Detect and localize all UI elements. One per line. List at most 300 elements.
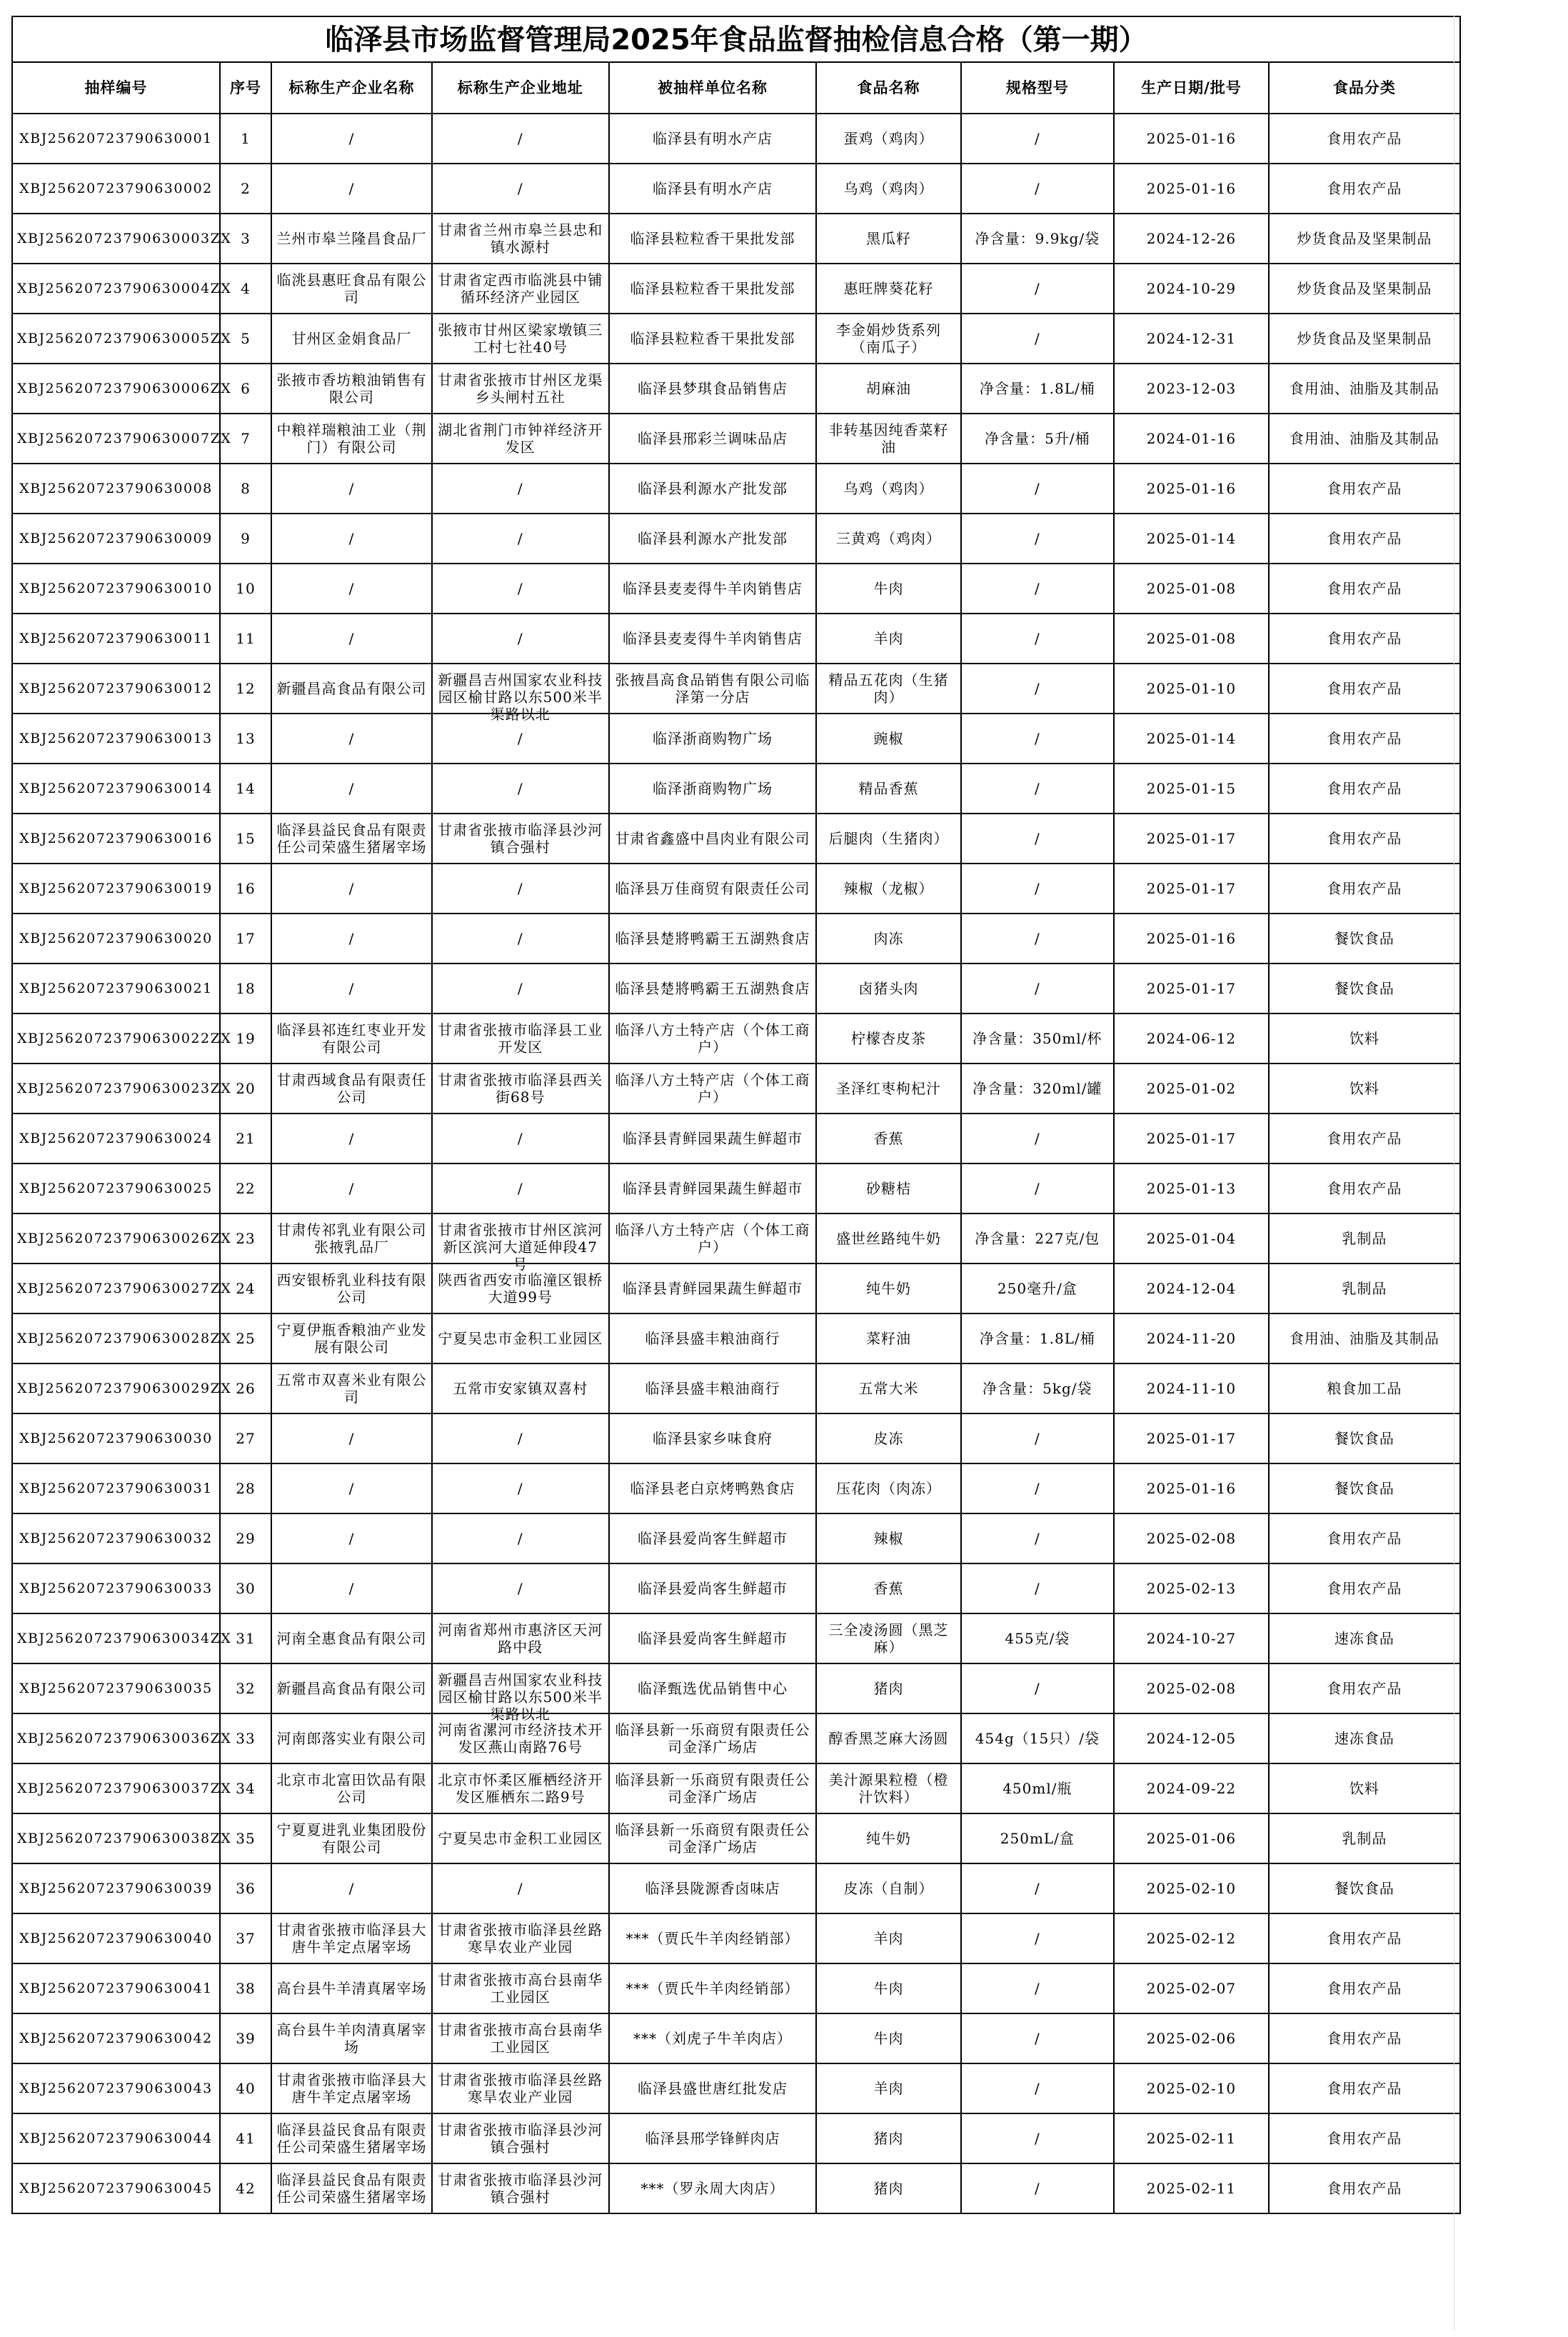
food-category-text: 食用农产品 bbox=[1327, 530, 1402, 547]
production-date-cell bbox=[1114, 2063, 1269, 2113]
production-date-cell bbox=[1114, 1014, 1269, 1064]
manufacturer-name-cell bbox=[271, 1064, 432, 1114]
serial-number-text: 19 bbox=[236, 1030, 256, 1047]
manufacturer-name-text: 临泽县益民食品有限责任公司荣盛生猪屠宰场 bbox=[276, 821, 427, 856]
food-category-text: 食用农产品 bbox=[1327, 1530, 1402, 1547]
food-name-cell bbox=[816, 1863, 960, 1913]
manufacturer-name-cell bbox=[271, 714, 432, 764]
manufacturer-address-text: 甘肃省张掖市高台县南华工业园区 bbox=[438, 2021, 603, 2056]
food-name-cell bbox=[816, 564, 960, 614]
sampled-unit-text: ***（罗永周大肉店） bbox=[640, 2180, 785, 2197]
sample-code-cell bbox=[12, 214, 232, 264]
food-name-text: 砂糖桔 bbox=[865, 1180, 911, 1197]
manufacturer-address-text: / bbox=[517, 630, 523, 647]
food-name-cell bbox=[816, 2063, 960, 2113]
sampled-unit-text: 临泽县梦琪食品销售店 bbox=[637, 380, 788, 397]
manufacturer-address-text: 甘肃省张掖市高台县南华工业园区 bbox=[438, 1971, 603, 2006]
table-row bbox=[12, 414, 1460, 464]
table-row bbox=[12, 914, 1460, 964]
specification-text: / bbox=[1034, 780, 1040, 797]
manufacturer-address-cell bbox=[432, 1114, 609, 1164]
manufacturer-address-text: 河南省漯河市经济技术开发区燕山南路76号 bbox=[438, 1721, 603, 1756]
specification-text: / bbox=[1034, 2180, 1040, 2197]
serial-number-cell bbox=[220, 1164, 271, 1213]
sample-code-cell bbox=[12, 564, 220, 614]
food-category-cell bbox=[1269, 914, 1460, 964]
sample-code-text: XBJ25620723790630021 bbox=[19, 981, 213, 996]
manufacturer-name-cell bbox=[271, 464, 432, 514]
food-name-cell bbox=[816, 1713, 960, 1763]
manufacturer-name-text: / bbox=[348, 1530, 355, 1547]
food-category-cell bbox=[1269, 614, 1460, 664]
food-category-text: 餐饮食品 bbox=[1334, 980, 1394, 997]
food-category-text: 食用农产品 bbox=[1327, 130, 1402, 147]
manufacturer-name-text: / bbox=[348, 880, 355, 897]
food-category-cell bbox=[1269, 1563, 1460, 1613]
sample-code-cell bbox=[12, 1313, 232, 1363]
manufacturer-address-text: 甘肃省兰州市皋兰县忠和镇水源村 bbox=[438, 221, 603, 256]
sample-code-text: XBJ25620723790630040 bbox=[19, 1931, 213, 1946]
manufacturer-name-cell bbox=[271, 1813, 432, 1863]
specification-text: / bbox=[1034, 1680, 1040, 1697]
serial-number-text: 20 bbox=[236, 1080, 256, 1097]
sample-code-cell bbox=[12, 1014, 232, 1064]
manufacturer-name-text: / bbox=[348, 980, 355, 997]
serial-number-text: 8 bbox=[241, 480, 251, 497]
manufacturer-name-cell bbox=[271, 2163, 432, 2213]
production-date-text: 2025-01-14 bbox=[1146, 530, 1237, 547]
specification-text: / bbox=[1034, 480, 1040, 497]
production-date-cell bbox=[1114, 514, 1269, 564]
inspection-table bbox=[11, 61, 1461, 2214]
production-date-text: 2024-12-31 bbox=[1146, 330, 1237, 347]
food-name-cell bbox=[816, 514, 960, 564]
production-date-text: 2025-01-10 bbox=[1146, 680, 1237, 697]
sampled-unit-cell bbox=[609, 414, 817, 464]
sampled-unit-text: 临泽县万佳商贸有限责任公司 bbox=[615, 880, 810, 897]
food-name-text: 非转基因纯香菜籽油 bbox=[828, 421, 949, 456]
manufacturer-name-text: 甘肃传祁乳业有限公司张掖乳品厂 bbox=[276, 1221, 427, 1256]
food-category-text: 食用农产品 bbox=[1327, 1930, 1402, 1947]
sample-code-text: XBJ25620723790630039 bbox=[19, 1881, 213, 1896]
manufacturer-name-text: 高台县牛羊肉清真屠宰场 bbox=[276, 2021, 427, 2056]
manufacturer-address-cell bbox=[432, 264, 609, 314]
serial-number-cell bbox=[220, 564, 271, 614]
sample-code-cell bbox=[12, 914, 220, 964]
sampled-unit-text: 临泽县麦麦得牛羊肉销售店 bbox=[622, 580, 803, 597]
sampled-unit-text: 临泽甄选优品销售中心 bbox=[637, 1680, 788, 1697]
manufacturer-address-text: 甘肃省张掖市临泽县西关街68号 bbox=[438, 1071, 603, 1106]
specification-cell bbox=[961, 1613, 1115, 1663]
production-date-cell bbox=[1114, 1363, 1269, 1413]
production-date-cell bbox=[1114, 564, 1269, 614]
sampled-unit-cell bbox=[609, 1263, 817, 1313]
sampled-unit-cell bbox=[609, 714, 817, 764]
column-header: 食品名称 bbox=[816, 62, 960, 114]
food-name-cell bbox=[816, 1513, 960, 1563]
food-category-cell bbox=[1269, 2113, 1460, 2163]
specification-cell bbox=[961, 314, 1115, 364]
sampled-unit-text: 临泽县陇源香卤味店 bbox=[645, 1880, 780, 1897]
food-category-text: 餐饮食品 bbox=[1334, 1480, 1394, 1497]
sampled-unit-cell bbox=[609, 1114, 817, 1164]
production-date-text: 2025-02-08 bbox=[1146, 1530, 1237, 1547]
manufacturer-address-cell bbox=[432, 1713, 609, 1763]
manufacturer-name-cell bbox=[271, 164, 432, 214]
manufacturer-name-cell bbox=[271, 664, 432, 714]
manufacturer-address-cell bbox=[432, 964, 609, 1014]
food-category-text: 食用农产品 bbox=[1327, 780, 1402, 797]
sample-code-text: XBJ25620723790630027ZX bbox=[17, 1281, 232, 1296]
production-date-cell bbox=[1114, 2113, 1269, 2163]
sample-code-text: XBJ25620723790630031 bbox=[19, 1481, 213, 1496]
manufacturer-name-text: / bbox=[348, 730, 355, 747]
manufacturer-name-cell bbox=[271, 614, 432, 664]
food-name-cell bbox=[816, 1963, 960, 2013]
serial-number-cell bbox=[220, 614, 271, 664]
serial-number-text: 2 bbox=[241, 180, 251, 197]
food-category-cell bbox=[1269, 1763, 1460, 1813]
table-row bbox=[12, 264, 1460, 314]
sampled-unit-cell bbox=[609, 214, 817, 264]
manufacturer-name-cell bbox=[271, 1363, 432, 1413]
manufacturer-address-cell bbox=[432, 1064, 609, 1114]
serial-number-text: 6 bbox=[241, 380, 251, 397]
specification-text: 250mL/盒 bbox=[1000, 1830, 1075, 1847]
serial-number-cell bbox=[220, 1663, 271, 1713]
specification-cell bbox=[961, 1913, 1115, 1963]
manufacturer-name-cell bbox=[271, 514, 432, 564]
sampled-unit-cell bbox=[609, 2013, 817, 2063]
sample-code-cell bbox=[12, 1513, 220, 1563]
sample-code-cell bbox=[12, 964, 220, 1014]
manufacturer-address-text: 甘肃省张掖市临泽县丝路寒旱农业产业园 bbox=[438, 2071, 603, 2106]
sampled-unit-text: ***（贾氏牛羊肉经销部） bbox=[625, 1930, 800, 1947]
production-date-cell bbox=[1114, 264, 1269, 314]
sampled-unit-cell bbox=[609, 114, 817, 164]
manufacturer-address-text: 甘肃省张掖市临泽县沙河镇合强村 bbox=[438, 2121, 603, 2156]
serial-number-cell bbox=[220, 764, 271, 814]
specification-text: / bbox=[1034, 1180, 1040, 1197]
manufacturer-name-cell bbox=[271, 564, 432, 614]
table-row bbox=[12, 2013, 1460, 2063]
production-date-cell bbox=[1114, 214, 1269, 264]
sampled-unit-text: 临泽县邢彩兰调味品店 bbox=[637, 430, 788, 447]
manufacturer-name-cell bbox=[271, 1913, 432, 1963]
food-name-text: 牛肉 bbox=[873, 580, 904, 597]
specification-text: 450ml/瓶 bbox=[1002, 1780, 1072, 1797]
specification-text: / bbox=[1034, 1130, 1040, 1147]
sample-code-cell bbox=[12, 1963, 220, 2013]
sampled-unit-cell bbox=[609, 364, 817, 414]
manufacturer-name-cell bbox=[271, 814, 432, 864]
food-name-text: 醇香黑芝麻大汤圆 bbox=[828, 1730, 949, 1747]
sample-code-cell bbox=[12, 1713, 232, 1763]
food-category-text: 食用农产品 bbox=[1327, 830, 1402, 847]
food-name-text: 香蕉 bbox=[873, 1580, 904, 1597]
production-date-text: 2025-02-10 bbox=[1146, 2080, 1237, 2097]
food-name-text: 纯牛奶 bbox=[865, 1280, 911, 1297]
manufacturer-name-text: 临泽县益民食品有限责任公司荣盛生猪屠宰场 bbox=[276, 2121, 427, 2156]
sampled-unit-cell bbox=[609, 764, 817, 814]
sampled-unit-text: 临泽县爱尚客生鲜超市 bbox=[637, 1580, 788, 1597]
table-row bbox=[12, 1014, 1460, 1064]
food-category-cell bbox=[1269, 1114, 1460, 1164]
manufacturer-name-text: 中粮祥瑞粮油工业（荆门）有限公司 bbox=[276, 421, 427, 456]
serial-number-cell bbox=[220, 1963, 271, 2013]
serial-number-text: 22 bbox=[236, 1180, 256, 1197]
food-name-text: 香蕉 bbox=[873, 1130, 904, 1147]
specification-cell bbox=[961, 264, 1115, 314]
manufacturer-name-cell bbox=[271, 864, 432, 914]
sample-code-text: XBJ25620723790630038ZX bbox=[17, 1831, 232, 1846]
serial-number-cell bbox=[220, 464, 271, 514]
sample-code-cell bbox=[12, 864, 220, 914]
sampled-unit-text: 临泽县利源水产批发部 bbox=[637, 480, 788, 497]
food-category-cell bbox=[1269, 1263, 1460, 1313]
manufacturer-name-cell bbox=[271, 114, 432, 164]
sampled-unit-text: 临泽县盛世唐红批发店 bbox=[637, 2080, 788, 2097]
manufacturer-address-text: 宁夏吴忠市金积工业园区 bbox=[438, 1330, 603, 1347]
manufacturer-address-text: 河南省郑州市惠济区天河路中段 bbox=[438, 1621, 603, 1656]
serial-number-text: 30 bbox=[236, 1580, 256, 1597]
sample-code-cell bbox=[12, 1913, 220, 1963]
sampled-unit-cell bbox=[609, 264, 817, 314]
production-date-cell bbox=[1114, 864, 1269, 914]
production-date-cell bbox=[1114, 364, 1269, 414]
sample-code-text: XBJ25620723790630020 bbox=[19, 931, 213, 946]
manufacturer-name-text: 甘肃省张掖市临泽县大唐牛羊定点屠宰场 bbox=[276, 1921, 427, 1956]
manufacturer-address-text: / bbox=[517, 1180, 523, 1197]
food-name-text: 牛肉 bbox=[873, 1980, 904, 1997]
food-category-cell bbox=[1269, 664, 1460, 714]
sample-code-cell bbox=[12, 1563, 220, 1613]
food-name-cell bbox=[816, 1813, 960, 1863]
production-date-cell bbox=[1114, 1263, 1269, 1313]
serial-number-text: 21 bbox=[236, 1130, 256, 1147]
production-date-cell bbox=[1114, 1863, 1269, 1913]
serial-number-cell bbox=[220, 1913, 271, 1963]
manufacturer-name-text: 宁夏夏进乳业集团股份有限公司 bbox=[276, 1821, 427, 1856]
sample-code-text: XBJ25620723790630009 bbox=[19, 531, 213, 546]
sampled-unit-text: 临泽县楚將鸭霸王五湖熟食店 bbox=[615, 930, 810, 947]
sampled-unit-cell bbox=[609, 1563, 817, 1613]
production-date-text: 2025-01-14 bbox=[1146, 730, 1237, 747]
specification-text: 净含量：5升/桶 bbox=[985, 430, 1090, 447]
manufacturer-address-text: 张掖市甘州区梁家墩镇三工村七社40号 bbox=[438, 321, 603, 356]
food-category-text: 炒货食品及坚果制品 bbox=[1297, 330, 1432, 347]
manufacturer-name-text: 河南全惠食品有限公司 bbox=[276, 1630, 427, 1647]
manufacturer-address-cell bbox=[432, 2013, 609, 2063]
production-date-cell bbox=[1114, 1763, 1269, 1813]
manufacturer-address-text: 甘肃省张掖市临泽县工业开发区 bbox=[438, 1021, 603, 1056]
serial-number-cell bbox=[220, 114, 271, 164]
food-name-text: 后腿肉（生猪肉） bbox=[828, 830, 949, 847]
sample-code-cell bbox=[12, 1463, 220, 1513]
food-name-text: 蛋鸡（鸡肉） bbox=[843, 130, 934, 147]
specification-cell bbox=[961, 114, 1115, 164]
column-header: 标称生产企业名称 bbox=[271, 62, 432, 114]
food-name-cell bbox=[816, 414, 960, 464]
manufacturer-address-cell bbox=[432, 1863, 609, 1913]
sample-code-cell bbox=[12, 1613, 232, 1663]
manufacturer-address-cell bbox=[432, 1913, 609, 1963]
sampled-unit-cell bbox=[609, 1014, 817, 1064]
production-date-cell bbox=[1114, 1213, 1269, 1263]
food-name-text: 辣椒（龙椒） bbox=[843, 880, 934, 897]
food-name-text: 压花肉（肉冻） bbox=[835, 1480, 941, 1497]
serial-number-cell bbox=[220, 2163, 271, 2213]
sampled-unit-text: 甘肃省鑫盛中昌肉业有限公司 bbox=[615, 830, 810, 847]
specification-cell bbox=[961, 714, 1115, 764]
food-name-text: 精品五花肉（生猪肉） bbox=[828, 671, 949, 706]
manufacturer-name-cell bbox=[271, 314, 432, 364]
production-date-text: 2025-01-16 bbox=[1146, 180, 1237, 197]
specification-cell bbox=[961, 1213, 1115, 1263]
food-category-text: 食用农产品 bbox=[1327, 180, 1402, 197]
sampled-unit-cell bbox=[609, 314, 817, 364]
food-name-cell bbox=[816, 364, 960, 414]
specification-text: / bbox=[1034, 2130, 1040, 2147]
specification-cell bbox=[961, 664, 1115, 714]
serial-number-text: 18 bbox=[236, 980, 256, 997]
table-row bbox=[12, 2063, 1460, 2113]
manufacturer-address-cell bbox=[432, 914, 609, 964]
sampled-unit-cell bbox=[609, 1613, 817, 1663]
specification-text: 250毫升/盒 bbox=[997, 1280, 1077, 1297]
serial-number-cell bbox=[220, 664, 271, 714]
sample-code-cell bbox=[12, 264, 232, 314]
production-date-cell bbox=[1114, 714, 1269, 764]
food-category-text: 食用农产品 bbox=[1327, 1680, 1402, 1697]
manufacturer-name-cell bbox=[271, 1413, 432, 1463]
food-category-cell bbox=[1269, 314, 1460, 364]
sample-code-text: XBJ25620723790630010 bbox=[19, 581, 213, 596]
table-row bbox=[12, 1963, 1460, 2013]
manufacturer-address-text: / bbox=[517, 980, 523, 997]
table-row bbox=[12, 1413, 1460, 1463]
manufacturer-address-cell bbox=[432, 1413, 609, 1463]
manufacturer-address-text: 湖北省荆门市钟祥经济开发区 bbox=[438, 421, 603, 456]
manufacturer-address-text: / bbox=[517, 730, 523, 747]
sample-code-cell bbox=[12, 1164, 220, 1213]
manufacturer-address-cell bbox=[432, 814, 609, 864]
food-category-cell bbox=[1269, 164, 1460, 214]
manufacturer-name-text: 甘州区金娟食品厂 bbox=[291, 330, 412, 347]
sampled-unit-text: 临泽县爱尚客生鲜超市 bbox=[637, 1630, 788, 1647]
manufacturer-name-text: 宁夏伊瓶香粮油产业发展有限公司 bbox=[276, 1321, 427, 1356]
food-category-text: 餐饮食品 bbox=[1334, 1880, 1394, 1897]
manufacturer-address-cell bbox=[432, 114, 609, 164]
sample-code-cell bbox=[12, 1064, 232, 1114]
serial-number-cell bbox=[220, 1463, 271, 1513]
table-row bbox=[12, 164, 1460, 214]
specification-cell bbox=[961, 1413, 1115, 1463]
food-category-text: 食用油、油脂及其制品 bbox=[1289, 380, 1439, 397]
manufacturer-address-text: 甘肃省定西市临洮县中铺循环经济产业园区 bbox=[438, 271, 603, 306]
table-row bbox=[12, 2113, 1460, 2163]
food-name-text: 猪肉 bbox=[873, 1680, 904, 1697]
food-name-text: 三全凌汤圆（黑芝麻） bbox=[828, 1621, 949, 1656]
food-name-cell bbox=[816, 464, 960, 514]
sample-code-cell bbox=[12, 1413, 220, 1463]
production-date-text: 2024-12-26 bbox=[1146, 230, 1237, 247]
food-name-text: 辣椒 bbox=[873, 1530, 904, 1547]
manufacturer-name-cell bbox=[271, 1014, 432, 1064]
sampled-unit-cell bbox=[609, 2113, 817, 2163]
specification-cell bbox=[961, 1713, 1115, 1763]
specification-text: / bbox=[1034, 580, 1040, 597]
specification-cell bbox=[961, 2113, 1115, 2163]
specification-cell bbox=[961, 614, 1115, 664]
sampled-unit-cell bbox=[609, 814, 817, 864]
food-name-cell bbox=[816, 1463, 960, 1513]
table-row bbox=[12, 1213, 1460, 1263]
food-category-text: 食用农产品 bbox=[1327, 880, 1402, 897]
sampled-unit-text: 临泽县粒粒香干果批发部 bbox=[630, 330, 795, 347]
food-category-cell bbox=[1269, 2163, 1460, 2213]
sample-code-cell bbox=[12, 1213, 232, 1263]
food-category-text: 食用农产品 bbox=[1327, 630, 1402, 647]
production-date-text: 2025-01-16 bbox=[1146, 480, 1237, 497]
food-category-cell bbox=[1269, 464, 1460, 514]
table-row bbox=[12, 1513, 1460, 1563]
column-header: 抽样编号 bbox=[12, 62, 220, 114]
production-date-cell bbox=[1114, 814, 1269, 864]
manufacturer-name-text: 甘肃西域食品有限责任公司 bbox=[276, 1071, 427, 1106]
manufacturer-name-text: / bbox=[348, 930, 355, 947]
manufacturer-address-text: / bbox=[517, 780, 523, 797]
production-date-text: 2024-12-04 bbox=[1146, 1280, 1237, 1297]
food-category-cell bbox=[1269, 714, 1460, 764]
food-category-text: 速冻食品 bbox=[1334, 1630, 1394, 1647]
manufacturer-address-cell bbox=[432, 1813, 609, 1863]
manufacturer-name-text: 新疆昌高食品有限公司 bbox=[276, 680, 427, 697]
sample-code-text: XBJ25620723790630028ZX bbox=[17, 1331, 232, 1346]
food-category-cell bbox=[1269, 1014, 1460, 1064]
food-name-cell bbox=[816, 1064, 960, 1114]
header-row bbox=[12, 62, 1460, 114]
production-date-text: 2025-02-11 bbox=[1146, 2130, 1237, 2147]
production-date-cell bbox=[1114, 1813, 1269, 1863]
serial-number-text: 26 bbox=[236, 1380, 256, 1397]
food-category-cell bbox=[1269, 1064, 1460, 1114]
food-category-cell bbox=[1269, 1663, 1460, 1713]
sampled-unit-text: 临泽县盛丰粮油商行 bbox=[645, 1330, 780, 1347]
specification-text: / bbox=[1034, 1480, 1040, 1497]
sample-code-cell bbox=[12, 1263, 232, 1313]
specification-cell bbox=[961, 1064, 1115, 1114]
serial-number-text: 17 bbox=[236, 930, 256, 947]
serial-number-cell bbox=[220, 864, 271, 914]
production-date-text: 2025-01-13 bbox=[1146, 1180, 1237, 1197]
sample-code-text: XBJ25620723790630035 bbox=[19, 1681, 213, 1696]
sampled-unit-cell bbox=[609, 864, 817, 914]
food-name-text: 牛肉 bbox=[873, 2030, 904, 2047]
sample-code-text: XBJ25620723790630006ZX bbox=[17, 381, 232, 396]
manufacturer-address-text: / bbox=[517, 530, 523, 547]
manufacturer-name-text: 兰州市皋兰隆昌食品厂 bbox=[276, 230, 427, 247]
sampled-unit-cell bbox=[609, 1064, 817, 1114]
sample-code-cell bbox=[12, 1863, 220, 1913]
food-name-text: 豌椒 bbox=[873, 730, 904, 747]
food-category-text: 食用农产品 bbox=[1327, 480, 1402, 497]
manufacturer-name-text: / bbox=[348, 1180, 355, 1197]
sampled-unit-text: 临泽浙商购物广场 bbox=[652, 730, 773, 747]
manufacturer-address-text: 甘肃省张掖市临泽县沙河镇合强村 bbox=[438, 821, 603, 856]
specification-text: 净含量：9.9kg/袋 bbox=[975, 230, 1100, 247]
manufacturer-name-text: / bbox=[348, 530, 355, 547]
